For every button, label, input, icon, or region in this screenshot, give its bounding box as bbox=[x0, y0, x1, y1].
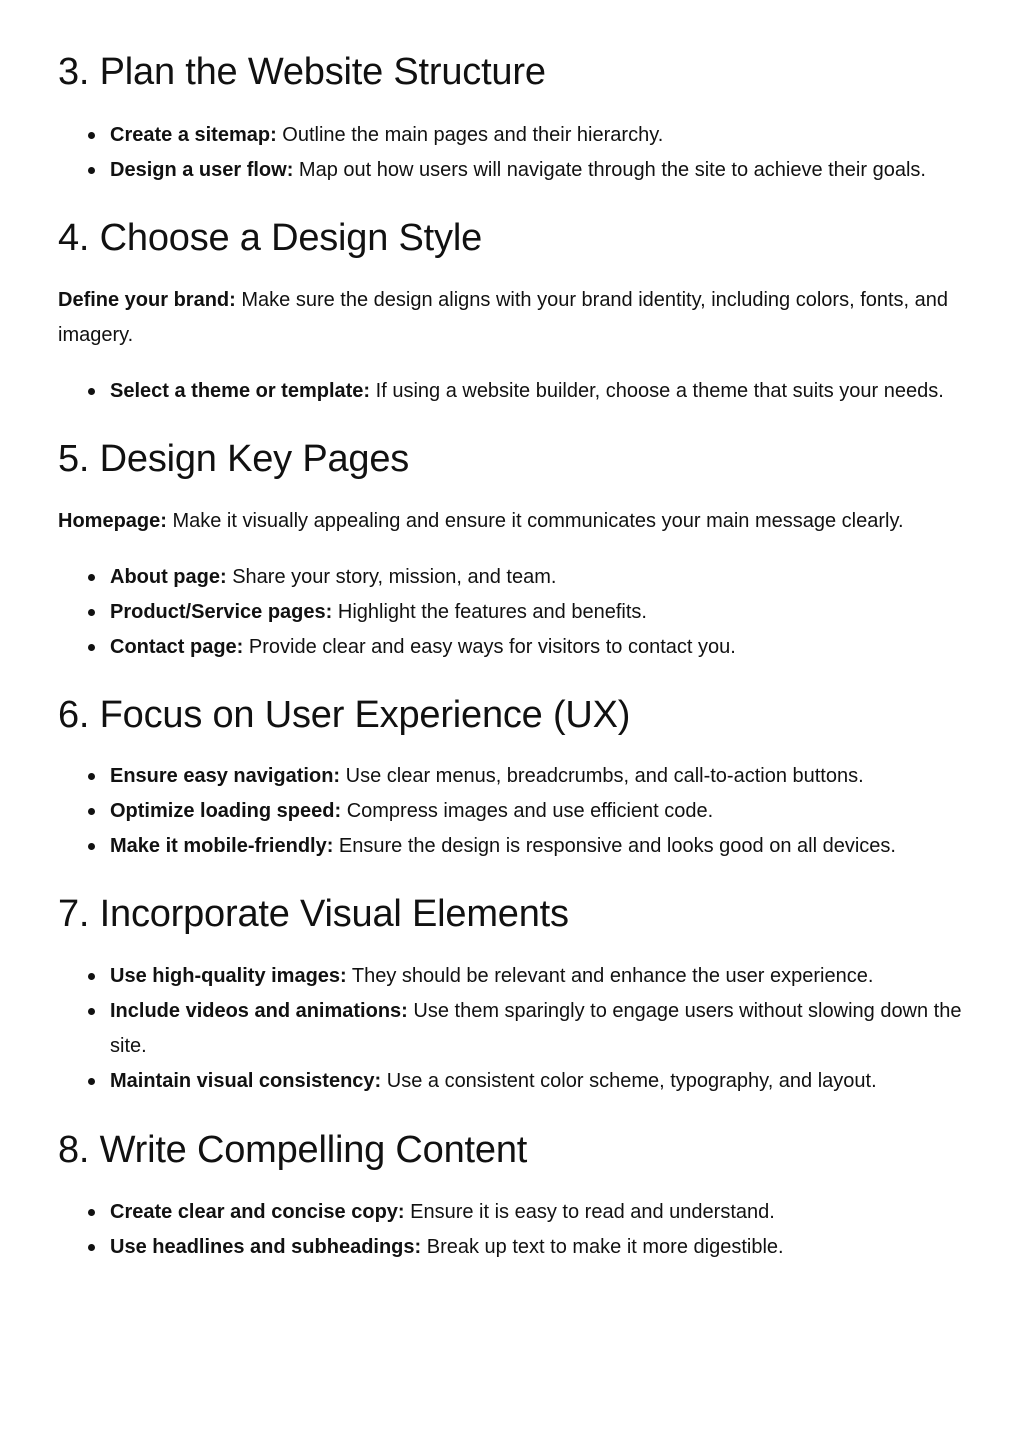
item-label: Include videos and animations: bbox=[110, 1000, 408, 1022]
item-text: Break up text to make it more digestible. bbox=[421, 1236, 784, 1258]
section-paragraph bbox=[58, 283, 966, 353]
item-text: If using a website builder, choose a theme that suits your needs. bbox=[370, 380, 944, 402]
item-text: Compress images and use efficient code. bbox=[341, 800, 714, 822]
item-text: Use them sparingly to engage users without slowing down the site. bbox=[110, 1000, 962, 1057]
item-label: Optimize loading speed: bbox=[110, 800, 342, 822]
list-item bbox=[110, 595, 966, 630]
item-text: Outline the main pages and their hierarchy. bbox=[276, 124, 664, 146]
paragraph-label: Define your brand: bbox=[58, 289, 236, 311]
bullet-list bbox=[58, 759, 966, 864]
item-text: Ensure the design is responsive and looks good on all devices. bbox=[333, 835, 896, 857]
list-item bbox=[110, 1064, 966, 1099]
bullet-list bbox=[58, 959, 966, 1099]
section-key-pages bbox=[58, 435, 966, 665]
item-label: Product/Service pages: bbox=[110, 601, 333, 623]
item-text: Highlight the features and benefits. bbox=[332, 601, 647, 623]
item-label: Ensure easy navigation: bbox=[110, 765, 341, 787]
item-label: About page: bbox=[110, 566, 227, 588]
item-text: Map out how users will navigate through the site to achieve their goals. bbox=[293, 159, 926, 181]
item-text: Ensure it is easy to read and understand. bbox=[404, 1201, 775, 1223]
item-label: Create a sitemap: bbox=[110, 124, 277, 146]
item-text: Share your story, mission, and team. bbox=[226, 566, 557, 588]
paragraph-text: Make it visually appealing and ensure it communicates your main message clearly. bbox=[166, 510, 904, 532]
section-visual-elements bbox=[58, 890, 966, 1099]
list-item bbox=[110, 959, 966, 994]
list-item bbox=[110, 153, 966, 188]
bullet-list bbox=[58, 118, 966, 188]
item-text: Use clear menus, breadcrumbs, and call-to-action buttons. bbox=[340, 765, 864, 787]
section-heading: 8. Write Compelling Content bbox=[58, 1129, 528, 1171]
section-heading: 6. Focus on User Experience (UX) bbox=[58, 694, 631, 736]
list-item bbox=[110, 829, 966, 864]
list-item bbox=[110, 374, 966, 409]
item-text: Use a consistent color scheme, typography, and layout. bbox=[381, 1070, 877, 1092]
item-label: Contact page: bbox=[110, 636, 244, 658]
item-label: Select a theme or template: bbox=[110, 380, 371, 402]
list-item bbox=[110, 994, 966, 1064]
list-item bbox=[110, 1230, 966, 1265]
section-paragraph bbox=[58, 504, 966, 539]
list-item bbox=[110, 759, 966, 794]
section-heading: 4. Choose a Design Style bbox=[58, 217, 482, 259]
section-heading: 7. Incorporate Visual Elements bbox=[58, 893, 569, 935]
item-label: Design a user flow: bbox=[110, 159, 294, 181]
section-plan-structure bbox=[58, 48, 966, 188]
paragraph-label: Homepage: bbox=[58, 510, 167, 532]
list-item bbox=[110, 118, 966, 153]
bullet-list bbox=[58, 374, 966, 409]
item-text: They should be relevant and enhance the user experience. bbox=[346, 965, 874, 987]
section-compelling-content bbox=[58, 1126, 966, 1265]
bullet-list bbox=[58, 1195, 966, 1265]
paragraph-text: Make sure the design aligns with your brand identity, including colors, fonts, and imagery. bbox=[58, 289, 949, 346]
bullet-list bbox=[58, 560, 966, 665]
list-item bbox=[110, 794, 966, 829]
item-label: Maintain visual consistency: bbox=[110, 1070, 382, 1092]
item-text: Provide clear and easy ways for visitors to contact you. bbox=[243, 636, 736, 658]
item-label: Use headlines and subheadings: bbox=[110, 1236, 422, 1258]
list-item bbox=[110, 630, 966, 665]
section-heading: 3. Plan the Website Structure bbox=[58, 51, 546, 93]
item-label: Create clear and concise copy: bbox=[110, 1201, 405, 1223]
item-label: Use high-quality images: bbox=[110, 965, 347, 987]
list-item bbox=[110, 1195, 966, 1230]
section-user-experience bbox=[58, 691, 966, 864]
item-label: Make it mobile-friendly: bbox=[110, 835, 334, 857]
list-item bbox=[110, 560, 966, 595]
section-heading: 5. Design Key Pages bbox=[58, 438, 410, 480]
section-design-style bbox=[58, 214, 966, 409]
